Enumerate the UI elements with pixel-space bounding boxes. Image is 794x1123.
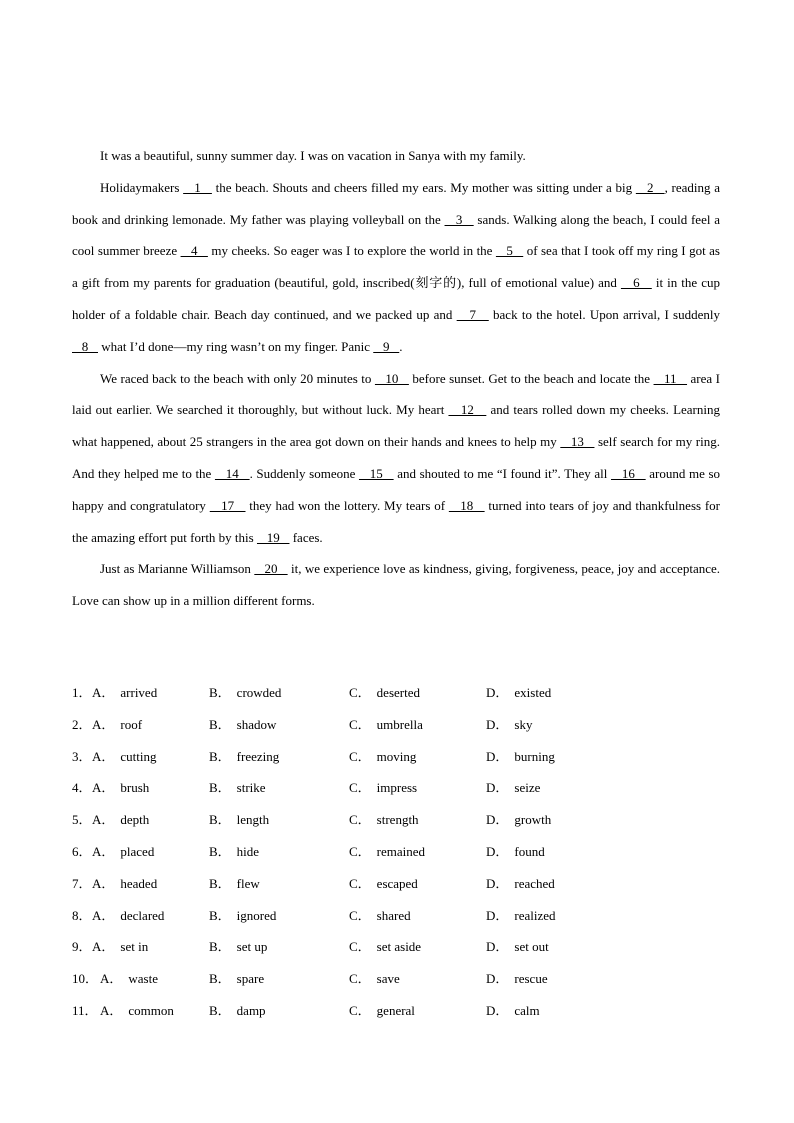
passage-text: around me so happy and congratulatory — [72, 465, 721, 513]
blank-5: 5 — [495, 243, 524, 259]
option-letter: D． — [486, 812, 509, 828]
option-a — [100, 963, 158, 995]
question-row — [72, 931, 720, 963]
option-text: save — [376, 971, 400, 987]
question-row — [72, 709, 720, 741]
option-text: shared — [376, 907, 411, 923]
question-row — [72, 868, 720, 900]
option-d — [486, 868, 555, 900]
option-letter: A． — [92, 685, 115, 700]
option-d — [486, 836, 545, 868]
passage-text: Holidaymakers — [100, 179, 184, 195]
blank-15: 15 — [358, 465, 394, 481]
passage-text: . — [399, 338, 403, 354]
option-text: set up — [236, 939, 268, 955]
option-a — [92, 709, 142, 741]
option-letter: A． — [92, 875, 115, 891]
option-text: damp — [236, 1002, 266, 1018]
option-c — [349, 741, 416, 773]
option-letter: B． — [209, 1002, 231, 1018]
passage-text: area I laid out earlier. We searched it thoroughly, but without luck. My heart — [72, 370, 720, 418]
question-row — [72, 963, 720, 995]
option-text: depth — [120, 812, 150, 828]
passage-text: We raced back to the beach with only 20 minutes to — [100, 370, 375, 386]
question-number: 1． — [72, 685, 92, 700]
option-letter: C． — [349, 685, 371, 700]
blank-8: 8 — [72, 338, 98, 354]
option-text: brush — [120, 780, 150, 796]
option-letter: B． — [209, 812, 231, 828]
option-text: reached — [514, 875, 555, 891]
option-letter: D． — [486, 971, 509, 987]
option-a — [92, 772, 149, 804]
option-letter: C． — [349, 716, 371, 732]
option-letter: B． — [209, 748, 231, 764]
option-d — [486, 709, 532, 741]
option-letter: B． — [209, 716, 231, 732]
option-letter: C． — [349, 843, 371, 859]
option-d — [486, 995, 540, 1027]
option-text: set in — [120, 939, 149, 955]
option-letter: C． — [349, 907, 371, 923]
option-letter: D． — [486, 780, 509, 796]
paragraph-2 — [72, 172, 720, 363]
option-d — [486, 741, 555, 773]
option-c — [349, 804, 419, 836]
option-text: hide — [236, 843, 260, 859]
blank-3: 3 — [444, 211, 474, 227]
option-text: set out — [514, 939, 549, 955]
option-d — [486, 804, 551, 836]
passage-text: before sunset. Get to the beach and locate the — [408, 370, 654, 386]
blank-12: 12 — [448, 402, 487, 418]
paragraph-4 — [72, 553, 720, 617]
option-c — [349, 677, 420, 709]
option-letter: A． — [100, 1002, 123, 1018]
option-c — [349, 900, 411, 932]
option-letter: D． — [486, 907, 509, 923]
question-number: 8． — [72, 907, 92, 923]
question-row — [72, 836, 720, 868]
option-text: seize — [514, 780, 541, 796]
option-text: common — [128, 1002, 174, 1018]
option-text: calm — [514, 1002, 540, 1018]
option-letter: D． — [486, 875, 509, 891]
option-c — [349, 931, 421, 963]
option-d — [486, 677, 551, 709]
passage-text: turned into tears of joy and thankfulness for the amazing effort put forth by this — [72, 497, 721, 545]
passage-text: they had won the lottery. My tears of — [245, 497, 449, 513]
option-text: freezing — [236, 748, 280, 764]
option-letter: D． — [486, 843, 509, 859]
option-c — [349, 963, 400, 995]
question-number: 6． — [72, 843, 92, 859]
passage-text: it in the cup holder of a foldable chair. Beach day continued, and we packed up and — [72, 275, 720, 322]
option-letter: A． — [92, 812, 115, 828]
passage-text: and shouted to me “I found it”. They all — [393, 465, 612, 481]
option-d — [486, 772, 540, 804]
option-text: impress — [376, 780, 418, 796]
option-text: general — [376, 1002, 415, 1018]
option-letter: A． — [100, 971, 123, 987]
option-letter: C． — [349, 812, 371, 828]
option-a — [92, 804, 149, 836]
option-letter: D． — [486, 939, 509, 955]
option-letter: B． — [209, 939, 231, 955]
option-text: strike — [236, 780, 266, 796]
option-text: rescue — [514, 971, 548, 987]
question-number: 3． — [72, 748, 92, 764]
paragraph-1: It was a beautiful, sunny summer day. I was on vacation in Sanya with my family. — [100, 148, 526, 163]
option-text: flew — [236, 875, 260, 891]
option-letter: D． — [486, 716, 509, 732]
option-letter: B． — [209, 875, 231, 891]
option-letter: A． — [92, 748, 115, 764]
blank-17: 17 — [209, 497, 246, 513]
passage-text: Just as Marianne Williamson — [100, 561, 255, 577]
option-a — [92, 677, 157, 709]
option-a — [92, 741, 157, 773]
option-b — [209, 836, 259, 868]
question-number: 9． — [72, 939, 92, 955]
option-text: placed — [120, 843, 155, 859]
passage-text: self search for my ring. And they helped me to the — [72, 434, 720, 481]
passage-text: back to the hotel. Upon arrival, I suddenly — [488, 306, 721, 322]
option-letter: B． — [209, 780, 231, 796]
passage-text: , reading a book and drinking lemonade. My father was playing volleyball on the — [72, 179, 721, 227]
option-text: spare — [236, 971, 265, 987]
option-text: realized — [514, 907, 556, 923]
option-a — [92, 836, 154, 868]
paragraph-3 — [72, 363, 720, 554]
passage-text: faces. — [289, 529, 323, 545]
question-row — [72, 804, 720, 836]
option-d — [486, 900, 556, 932]
option-d — [486, 931, 549, 963]
option-text: found — [514, 843, 545, 859]
option-text: waste — [128, 971, 158, 987]
option-b — [209, 804, 269, 836]
option-text: existed — [514, 685, 552, 700]
passage-text: . Suddenly someone — [249, 465, 359, 481]
option-text: remained — [376, 843, 426, 859]
option-letter: D． — [486, 748, 509, 764]
option-text: umbrella — [376, 716, 423, 732]
option-text: cutting — [120, 748, 157, 764]
option-text: escaped — [376, 875, 418, 891]
option-b — [209, 772, 266, 804]
option-letter: A． — [92, 843, 115, 859]
option-c — [349, 868, 418, 900]
option-letter: A． — [92, 907, 115, 923]
blank-9: 9 — [373, 338, 400, 354]
question-row — [72, 677, 720, 709]
option-letter: A． — [92, 716, 115, 732]
question-number: 2． — [72, 716, 92, 732]
option-a — [92, 868, 157, 900]
passage-text: what I’d done—my ring wasn’t on my finger. Panic — [98, 338, 374, 354]
question-row — [72, 995, 720, 1027]
option-letter: C． — [349, 875, 371, 891]
option-b — [209, 995, 266, 1027]
option-text: moving — [376, 748, 417, 764]
blank-2: 2 — [635, 179, 665, 195]
option-letter: C． — [349, 939, 371, 955]
option-text: growth — [514, 812, 552, 828]
option-letter: A． — [92, 780, 115, 796]
option-text: set aside — [376, 939, 422, 955]
passage-text: my cheeks. So eager was I to explore the world in the — [207, 243, 496, 259]
option-text: burning — [514, 748, 555, 764]
option-b — [209, 709, 276, 741]
option-text: crowded — [236, 685, 282, 700]
option-text: deserted — [376, 685, 420, 700]
option-text: arrived — [120, 685, 158, 700]
option-text: sky — [514, 716, 533, 732]
blank-4: 4 — [180, 243, 208, 259]
option-letter: B． — [209, 907, 231, 923]
question-row — [72, 741, 720, 773]
option-b — [209, 741, 279, 773]
question-number: 7． — [72, 875, 92, 891]
passage-text: sands. Walking along the beach, I could feel a cool summer breeze — [72, 211, 720, 259]
option-letter: B． — [209, 971, 231, 987]
option-text: headed — [120, 875, 158, 891]
option-text: ignored — [236, 907, 277, 923]
option-letter: B． — [209, 685, 231, 700]
blank-1: 1 — [183, 179, 212, 195]
question-number: 5． — [72, 812, 92, 828]
option-a — [92, 931, 148, 963]
option-text: roof — [120, 716, 143, 732]
question-row — [72, 900, 720, 932]
option-c — [349, 836, 425, 868]
option-letter: D． — [486, 685, 509, 700]
question-number: 4． — [72, 780, 92, 796]
blank-14: 14 — [214, 465, 250, 481]
passage-text: and tears rolled down my cheeks. Learning what happened, about 25 strangers in the area got down on their hands and knees to help my — [72, 402, 720, 450]
cloze-passage — [72, 140, 720, 617]
question-number: 11． — [72, 1002, 98, 1018]
blank-18: 18 — [448, 497, 485, 513]
blank-16: 16 — [611, 465, 646, 481]
option-text: shadow — [236, 716, 277, 732]
option-letter: C． — [349, 748, 371, 764]
option-c — [349, 772, 417, 804]
option-letter: A． — [92, 939, 115, 955]
option-c — [349, 709, 423, 741]
option-b — [209, 677, 281, 709]
blank-10: 10 — [374, 370, 409, 386]
option-text: strength — [376, 812, 419, 828]
option-b — [209, 900, 276, 932]
passage-text: of sea that I took off my ring I got as a gift from my parents for graduation (beautiful, gold, inscribed(刻字的), full of emotional value) and — [72, 243, 720, 291]
blank-11: 11 — [653, 370, 688, 386]
answer-options — [72, 677, 720, 1027]
option-a — [92, 900, 164, 932]
passage-text: the beach. Shouts and cheers filled my ears. My mother was sitting under a big — [211, 179, 636, 195]
option-letter: B． — [209, 843, 231, 859]
blank-6: 6 — [620, 275, 652, 291]
option-text: declared — [120, 907, 165, 923]
option-letter: C． — [349, 1002, 371, 1018]
option-letter: C． — [349, 780, 371, 796]
question-row — [72, 772, 720, 804]
option-b — [209, 963, 264, 995]
blank-7: 7 — [456, 306, 489, 322]
blank-20: 20 — [254, 561, 288, 577]
blank-19: 19 — [256, 529, 290, 545]
option-a — [100, 995, 174, 1027]
option-b — [209, 931, 267, 963]
question-number: 10． — [72, 971, 99, 987]
option-text: length — [236, 812, 270, 828]
blank-13: 13 — [560, 434, 595, 450]
option-d — [486, 963, 548, 995]
passage-text: it, we experience love as kindness, giving, forgiveness, peace, joy and acceptance. Love can show up in a million different forms. — [72, 561, 721, 609]
option-letter: C． — [349, 971, 371, 987]
option-b — [209, 868, 260, 900]
option-c — [349, 995, 415, 1027]
option-letter: D． — [486, 1002, 509, 1018]
